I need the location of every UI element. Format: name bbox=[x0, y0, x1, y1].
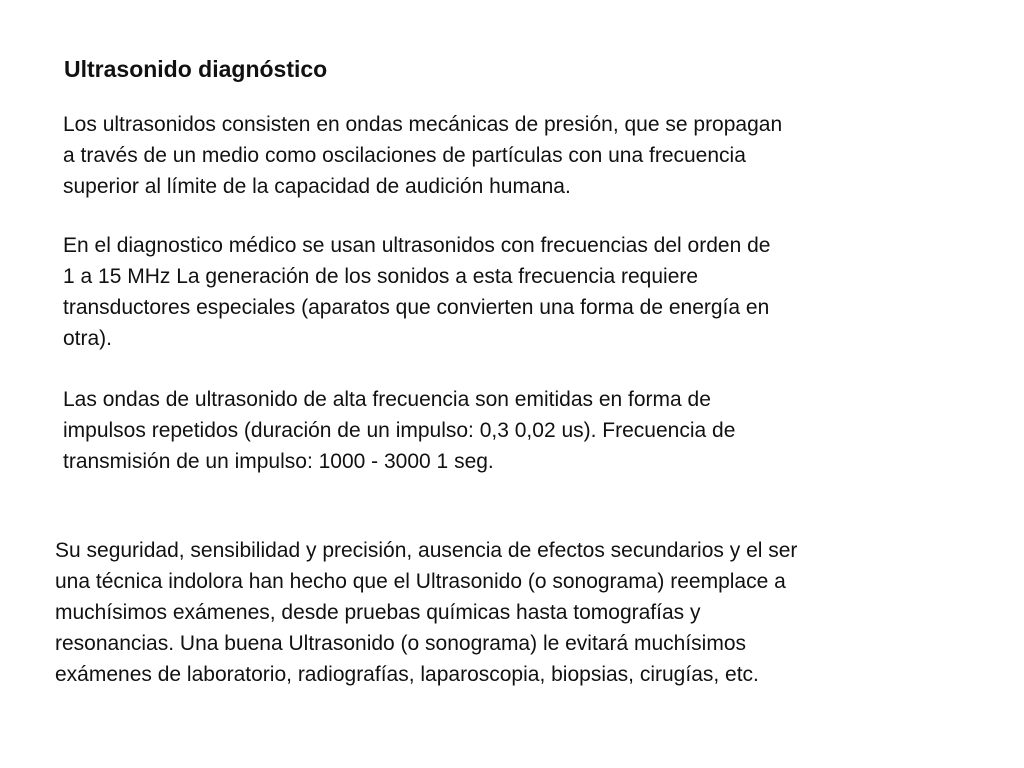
slide-title: Ultrasonido diagnóstico bbox=[64, 56, 328, 82]
paragraph-ultrasound-definition: Los ultrasonidos consisten en ondas mecánicas de presión, que se propagan a través de un medio como oscilaciones de partículas con una frecuencia superior al límite de la capacidad de audición humana. bbox=[63, 113, 783, 198]
paragraph-benefits: Su seguridad, sensibilidad y precisión, ausencia de efectos secundarios y el ser una técnica indolora han hecho que el Ultrasonido (o sonograma) reemplace a muchísimos exámenes, desde pruebas químicas hasta tomografías y resonancias. Una buena Ultrasonido (o sonograma) le evitará muchísimos exámenes de laboratorio, radiografías, laparoscopia, biopsias, cirugías, etc. bbox=[55, 539, 798, 686]
paragraph-impulse-emission: Las ondas de ultrasonido de alta frecuencia son emitidas en forma de impulsos repetidos (duración de un impulso: 0,3 0,02 us). Frecuencia de transmisión de un impulso: 1000 - 3000 1 seg. bbox=[63, 388, 736, 473]
paragraph-diagnostic-frequencies: En el diagnostico médico se usan ultrasonidos con frecuencias del orden de 1 a 15 MHz La generación de los sonidos a esta frecuencia requiere transductores especiales (aparatos que convierten una forma de energía en otra). bbox=[63, 234, 771, 350]
